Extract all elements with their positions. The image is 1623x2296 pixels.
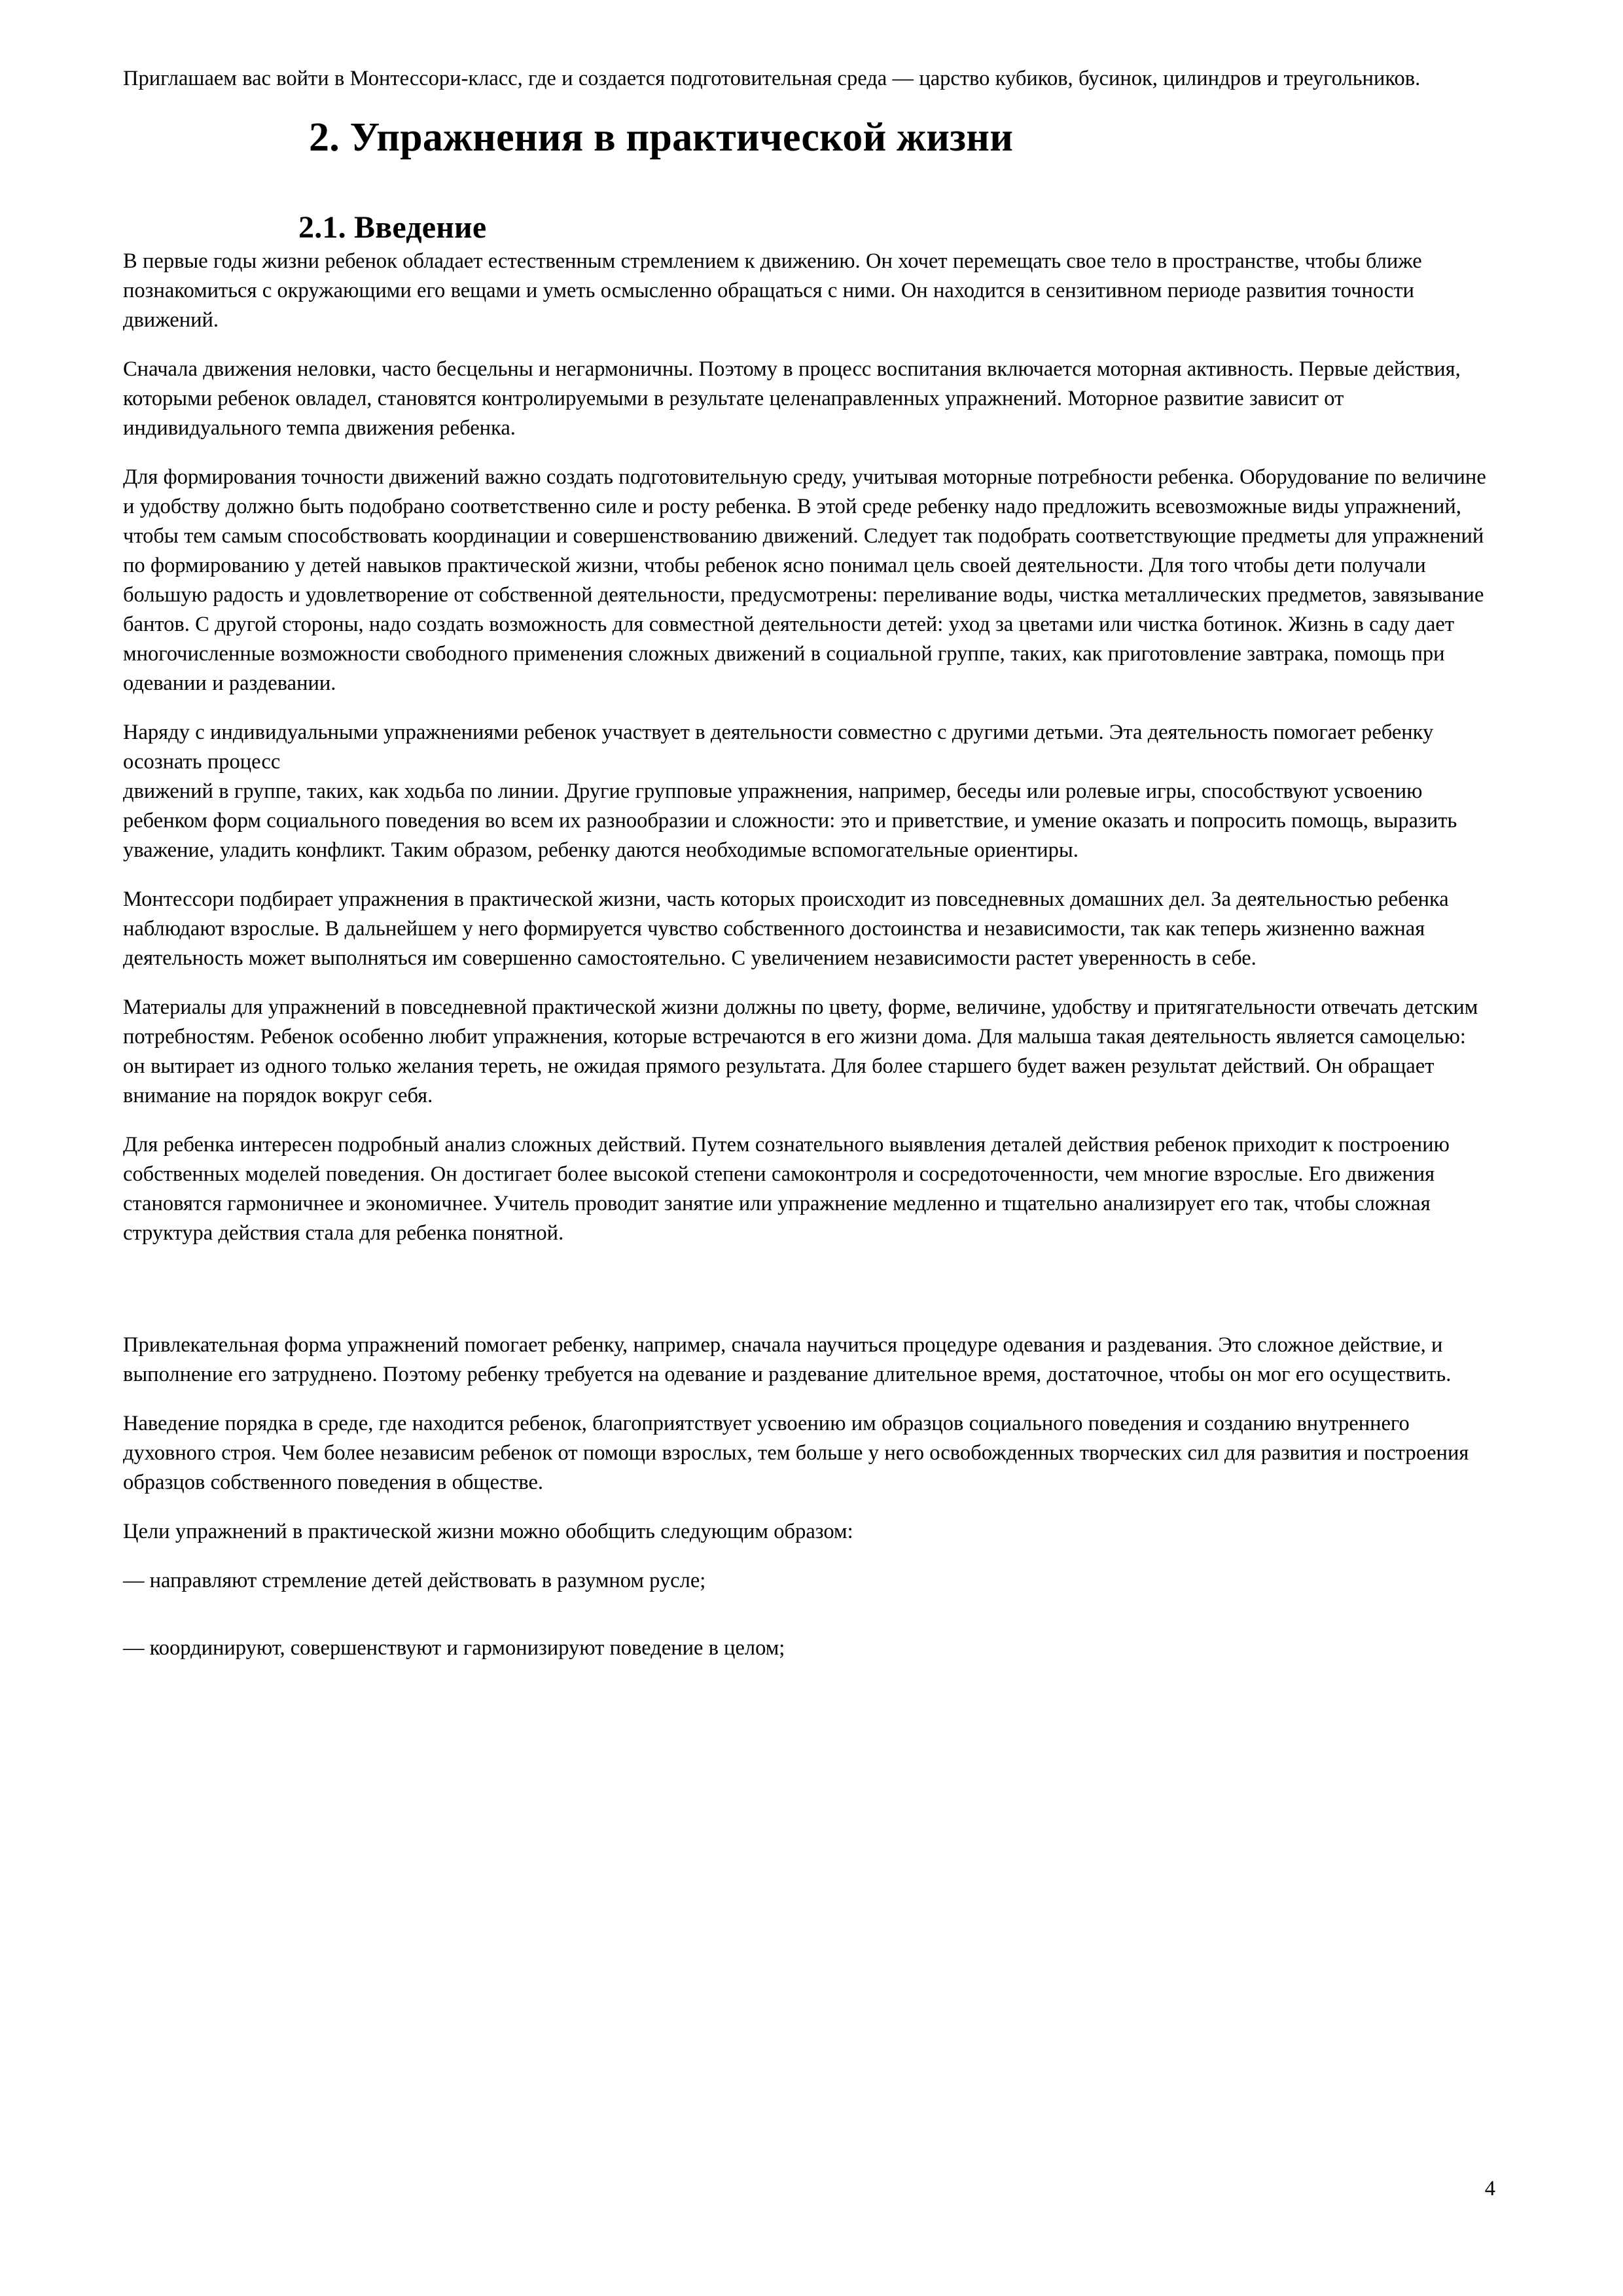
paragraph-4-part-1: Наряду с индивидуальными упражнениями ребенок участвует в деятельности совместно с другими детьми. Эта деятельность помогает ребенку осознать процесс	[123, 720, 1434, 774]
paragraph-6: Материалы для упражнений в повседневной практической жизни должны по цвету, форме, величине, удобству и притягательности отвечать детским потребностям. Ребенок особенно любит упражнения, которые встречаются в его жизни дома. Для малыша такая деятельность является самоцелью: он вытирает из одного только желания тереть, не ожидая прямого результата. Для более старшего будет важен результат действий. Он обращает внимание на порядок вокруг себя.	[123, 995, 1478, 1107]
paragraph-5: Монтессори подбирает упражнения в практической жизни, часть которых происходит из повседневных домашних дел. За деятельностью ребенка наблюдают взрослые. В дальнейшем у него формируется чувство собственного достоинства и независимости, так как теперь жизненно важная деятельность может выполняться им совершенно самостоятельно. С увеличением независимости растет уверенность в себе.	[123, 887, 1449, 970]
paragraph-7: Для ребенка интересен подробный анализ сложных действий. Путем сознательного выявления деталей действия ребенок приходит к построению собственных моделей поведения. Он достигает более высокой степени самоконтроля и сосредоточенности, чем многие взрослые. Его движения становятся гармоничнее и экономичнее. Учитель проводит занятие или упражнение медленно и тщательно анализирует его так, чтобы сложная структура действия стала для ребенка понятной.	[123, 1132, 1450, 1245]
paragraph-1: В первые годы жизни ребенок обладает естественным стремлением к движению. Он хочет перемещать свое тело в пространстве, чтобы ближе познакомиться с окружающими его вещами и уметь осмысленно обращаться с ними. Он находится в сензитивном периоде развития точности движений.	[123, 249, 1422, 332]
paragraph-3: Для формирования точности движений важно создать подготовительную среду, учитывая моторные потребности ребенка. Оборудование по величине и удобству должно быть подобрано соответственно силе и росту ребенка. В этой среде ребенку надо предложить всевозможные виды упражнений, чтобы тем самым способствовать координации и совершенствованию движений. Следует так подобрать соответствующие предметы для упражнений по формированию у детей навыков практической жизни, чтобы ребенок ясно понимал цель своей деятельности. Для того чтобы дети получали большую радость и удовлетворение от собственной деятельности, предусмотрены: переливание воды, чистка металлических предметов, завязывание бантов. С другой стороны, надо создать возможность для совместной деятельности детей: уход за цветами или чистка ботинок. Жизнь в саду дает многочисленные возможности свободного применения сложных движений в социальной группе, таких, как приготовление завтрака, помощь при одевании и раздевании.	[123, 465, 1486, 695]
page-content	[123, 64, 1488, 1701]
paragraph-8: Привлекательная форма упражнений помогает ребенку, например, сначала научиться процедуре одевания и раздевания. Это сложное действие, и выполнение его затруднено. Поэтому ребенку требуется на одевание и раздевание длительное время, достаточное, чтобы он мог его осуществить.	[123, 1333, 1452, 1386]
list-item-1: — направляют стремление детей действовать в разумном русле;	[123, 1568, 706, 1592]
paragraph-2: Сначала движения неловки, часто бесцельны и негармоничны. Поэтому в процесс воспитания включается моторная активность. Первые действия, которыми ребенок овладел, становятся контролируемыми в результате целенаправленных упражнений. Моторное развитие зависит от индивидуального темпа движения ребенка.	[123, 357, 1461, 440]
paragraph-gap	[123, 1268, 1488, 1331]
paragraph-10-goals-lead-in: Цели упражнений в практической жизни можно обобщить следующим образом:	[123, 1519, 853, 1543]
paragraph-4-part-2: движений в группе, таких, как ходьба по линии. Другие групповые упражнения, например, беседы или ролевые игры, способствуют усвоению ребенком форм социального поведения во всем их разнообразии и сложности: это и приветствие, и умение оказать и попросить помощь, выразить уважение, уладить конфликт. Таким образом, ребенку даются необходимые вспомогательные ориентиры.	[123, 779, 1457, 862]
chapter-title: 2. Упражнения в практической жизни	[309, 115, 1014, 160]
intro-paragraph: Приглашаем вас войти в Монтессори-класс, где и создается подготовительная среда — царство кубиков, бусинок, цилиндров и треугольников.	[123, 67, 1421, 90]
section-title: 2.1. Введение	[298, 210, 487, 245]
page-number: 4	[1484, 2176, 1495, 2200]
paragraph-9: Наведение порядка в среде, где находится ребенок, благоприятствует усвоению им образцов социального поведения и созданию внутреннего духовного строя. Чем более независим ребенок от помощи взрослых, тем больше у него освобожденных творческих сил для развития и построения образцов собственного поведения в обществе.	[123, 1411, 1469, 1494]
list-item-2: — координируют, совершенствуют и гармонизируют поведение в целом;	[123, 1636, 785, 1660]
